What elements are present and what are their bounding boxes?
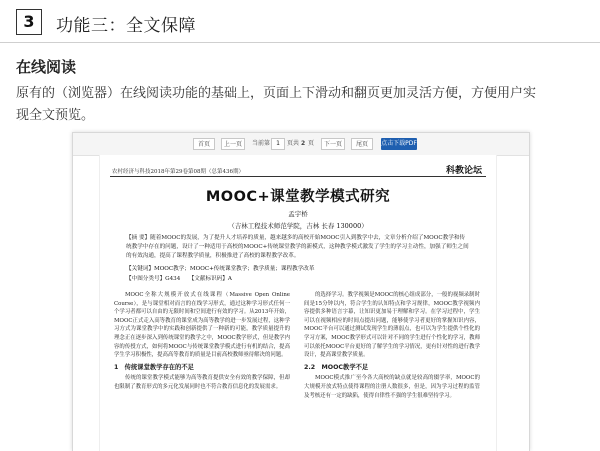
first-page-button[interactable]: 首页 (193, 138, 215, 150)
paper-page (99, 155, 497, 451)
section-heading-1: 1 传统课堂教学存在的不足 (114, 363, 194, 371)
online-reader-screenshot (72, 132, 530, 451)
paper-abstract: 【摘 要】随着MOOC的发展，为了提升人才培养的质量，越来越多的高校开始MOOC引入到教学中去，文章分析介绍了MOOC教学和传统教学中存在的问题，设计了一种适用于高校的MOOC+传统课堂教学的新模式，这种教学模式激发了学生的学习主动性，加强了师生之间的有效沟通，提高了课程教学质量，积极推进了高校的课程教学改革。 (126, 235, 469, 259)
pages-suffix: 页 (308, 140, 315, 147)
running-head: 农村经济与科技2018年第29卷第08期（总第436期） (112, 169, 244, 175)
prev-page-button[interactable]: 上一页 (221, 138, 245, 150)
section-heading-2-2: 2.2 MOOC教学不足 (304, 363, 369, 371)
paper-title: MOOC+课堂教学模式研究 (205, 189, 391, 205)
total-pages: 2 (301, 140, 306, 147)
paper-affiliation: （吉林工程技术师范学院，吉林 长春 130000） (228, 222, 368, 230)
paper-keywords: 【关键词】MOOC教学；MOOC+传统课堂教学；教学质量；课程教学改革 (126, 266, 315, 272)
reader-toolbar (73, 133, 529, 156)
feature-description: 原有的（浏览器）在线阅读功能的基础上，页面上下滑动和翻页更加灵活方便，方便用户实现全文预览。 (16, 86, 537, 123)
paper-column-right (304, 291, 480, 401)
page-number-input[interactable]: 1 (271, 138, 285, 150)
paragraph: 的选择学习。教学视频是MOOC的核心组成部分，一般的视频录制时间是15分钟以内，符合学生的认知特点和学习规律，MOOC教学视频内容提供多种语言字幕，让知识更加易于理解和学习。在学习过程中，学生可以在视频相应的时间点提出问题，能够使学习者更好的掌握知识内容，MOOC平台可以通过测试发现学生的薄弱点，也可以为学生提供个性化的学习方案，MOOC教学形式可以针对不同的学生进行个性化的学习，教师可以依托MOOC平台更好的了解学生的学习情况，更有针对性的进行教学设计，提高课堂教学质量。 (304, 292, 480, 359)
next-page-button[interactable]: 下一页 (321, 138, 345, 150)
paragraph: MOOC模式推广至今各大高校的缺点就是较高的辍学率，MOOC的大规模开放式特点使得课程的注册人数很多，但是，因为学习过程的监管及考核还有一定的缺陷，使得自律性不强的学生很难坚持学习。 (304, 375, 480, 399)
current-page-label: 当前第 (252, 140, 271, 147)
paper-column-left (114, 291, 290, 393)
paper-author: 孟宇桥 (288, 210, 308, 218)
page-unit-label: 页共 (287, 140, 300, 147)
paper-classification: 【中图分类号】G434 【文献标识码】A (126, 276, 232, 282)
section-heading: 在线阅读 (16, 58, 77, 76)
last-page-button[interactable]: 尾页 (351, 138, 373, 150)
paragraph: MOOC全称大规模开放式在线课程（Massive Open Online Course），是与课堂相对而言的在线学习形式，通过这种学习形式任何一个学习者都可以自由的无限时间和空间进行有效的学习。从2013年开始，MOOC正式走入高等教育的课堂成为高等教学的进一步发展过程，这种学习方式为课堂教学中的实践和创新提供了一种新的可能，教学质量提升的理念正在逐步深入到传统课堂的教学之中，MOOC教学形式，但是教学内容的传授方式，如何将MOOC与传统课堂教学模式进行有机的结合，提高学生学习积极性，提高高等教育的质量是目前高校教师亟待解决的问题。 (114, 292, 290, 359)
page-head-rule (110, 176, 486, 177)
journal-section: 科教论坛 (445, 166, 482, 176)
download-pdf-button[interactable]: 点击下载PDF (381, 138, 417, 150)
section-number-badge: 3 (16, 9, 42, 35)
header-divider (0, 42, 600, 43)
paragraph: 传统的课堂教学模式能够为高等教育提供安全有效的教学保障，但却也限制了教育形式的多元化发展同时也不符合教育信息化的发展需求。 (114, 375, 290, 390)
slide-header (0, 0, 600, 46)
feature-title: 功能三：全文保障 (56, 16, 196, 36)
